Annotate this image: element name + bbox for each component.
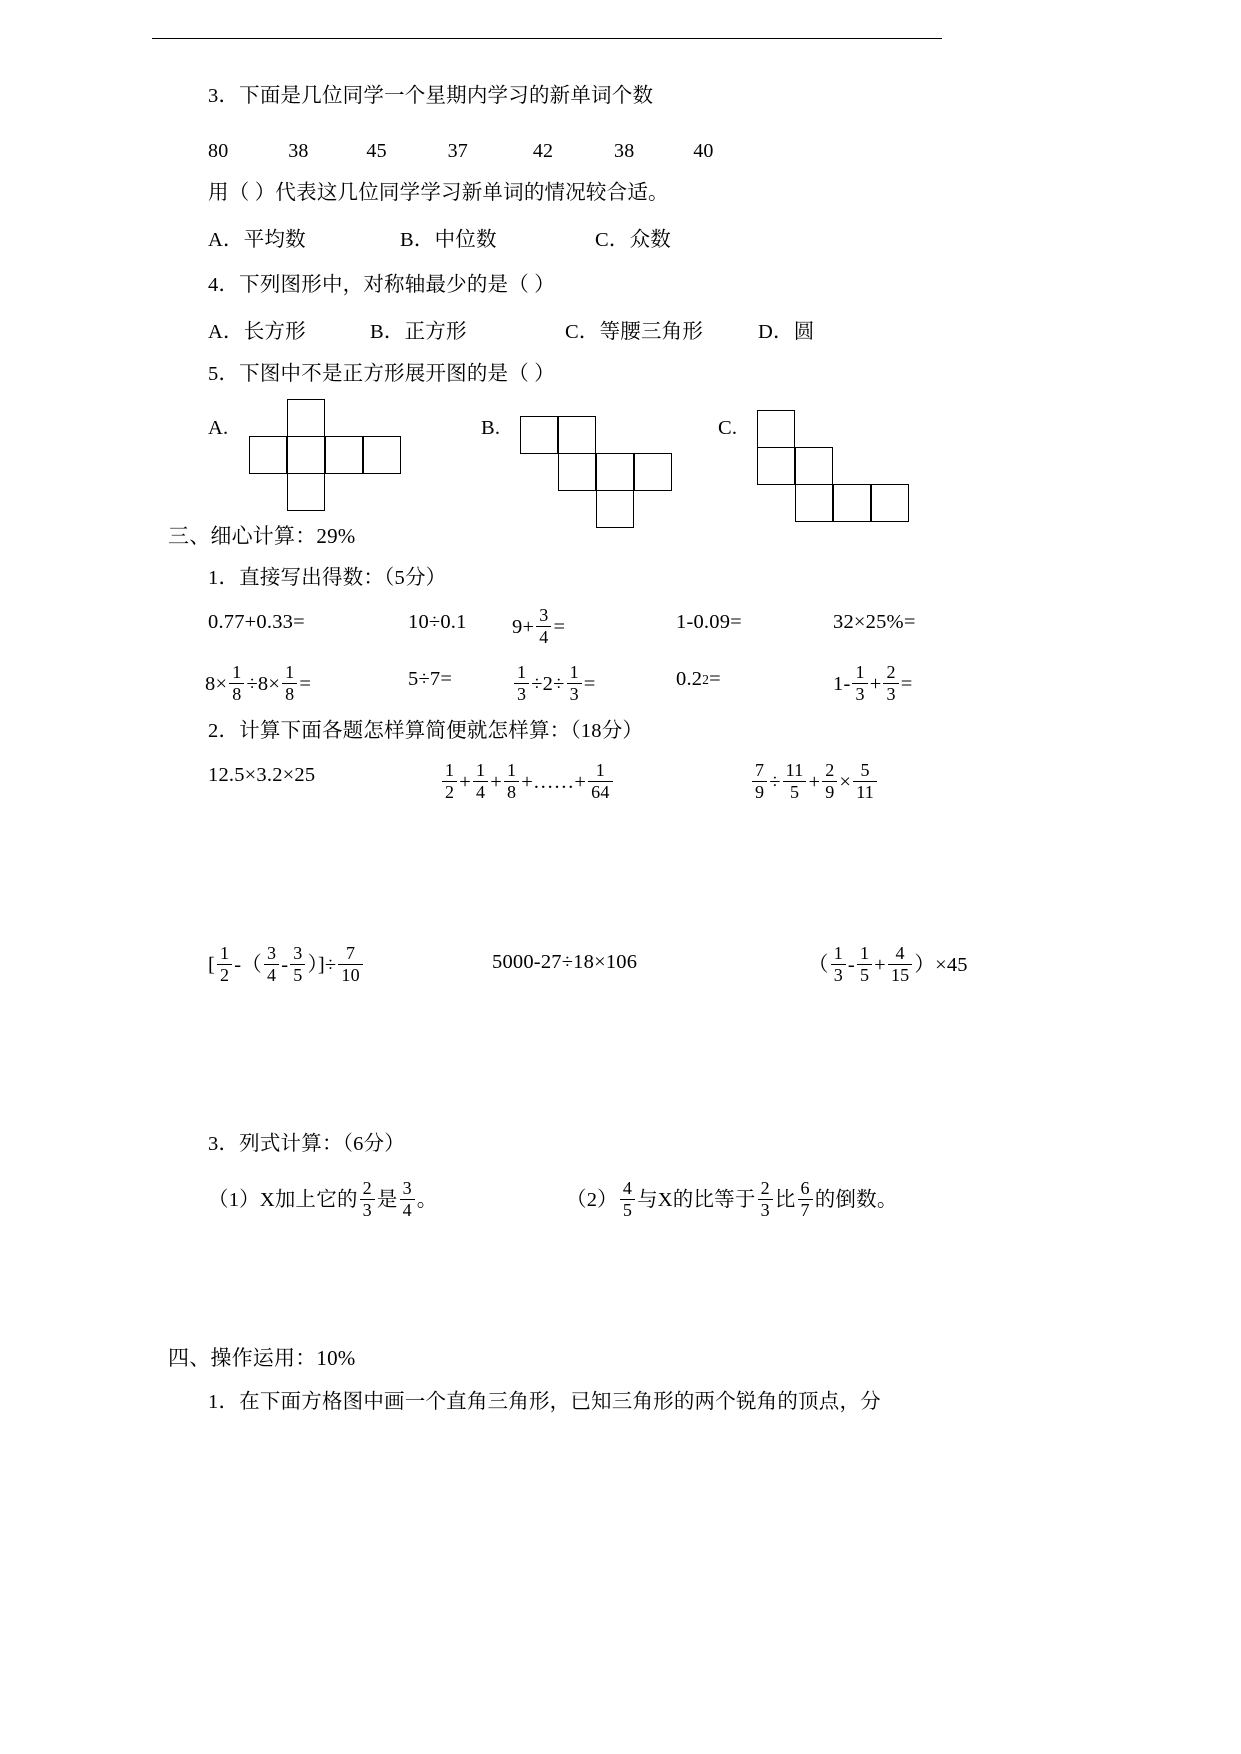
fraction-3-over-4 bbox=[536, 606, 551, 647]
net-c-cell bbox=[795, 447, 833, 485]
fraction-numerator: 3 bbox=[539, 605, 549, 626]
net-c-cell bbox=[757, 447, 795, 485]
fraction-numerator: 3 bbox=[266, 943, 277, 964]
expr-text: + bbox=[869, 673, 882, 696]
expr-text: = bbox=[583, 673, 596, 696]
expr-text: × bbox=[839, 771, 852, 794]
fraction-1-over-4 bbox=[473, 761, 488, 802]
fraction-2-over-3 bbox=[883, 663, 898, 704]
fraction-numerator: 1 bbox=[220, 943, 230, 964]
fraction-1-over-2 bbox=[217, 944, 232, 985]
fraction-numerator: 6 bbox=[800, 1178, 810, 1199]
fraction-denominator: 9 bbox=[825, 782, 835, 803]
expr-third-minus-fifth-plus-four-fifteenths-times-45 bbox=[808, 945, 968, 986]
expr-text: 0.77+0.33= bbox=[208, 611, 305, 633]
fraction-denominator: 4 bbox=[475, 782, 486, 803]
expr-text: = bbox=[900, 673, 913, 696]
fraction-numerator: 1 bbox=[517, 662, 527, 683]
fraction-5-over-11 bbox=[853, 761, 877, 802]
exponent: 2 bbox=[702, 671, 710, 687]
expr-9-plus-three-quarters bbox=[512, 607, 565, 648]
q3-number: 38 bbox=[288, 140, 309, 162]
fraction-numerator: 3 bbox=[293, 943, 303, 964]
question-4-option-b[interactable]: B．正方形 bbox=[370, 321, 467, 343]
net-c-cell bbox=[871, 484, 909, 522]
expr-text: 是 bbox=[376, 1189, 398, 1212]
fraction-numerator: 4 bbox=[622, 1178, 633, 1199]
fraction-denominator: 8 bbox=[506, 782, 517, 803]
fraction-numerator: 2 bbox=[760, 1178, 770, 1199]
fraction-denominator: 4 bbox=[539, 627, 549, 648]
fraction-1-over-2 bbox=[442, 761, 457, 802]
question-3-option-c[interactable]: C．众数 bbox=[595, 229, 671, 251]
fraction-1-over-64 bbox=[588, 761, 612, 802]
net-a-cell bbox=[325, 436, 363, 474]
fraction-6-over-7 bbox=[798, 1179, 813, 1220]
expr-text: - bbox=[847, 954, 855, 977]
fraction-2-over-9 bbox=[822, 761, 837, 802]
expr-text: +……+ bbox=[521, 771, 587, 794]
fraction-numerator: 3 bbox=[402, 1178, 412, 1199]
fraction-numerator: 1 bbox=[833, 943, 843, 964]
net-a-cell bbox=[287, 473, 325, 511]
net-b-cell bbox=[634, 453, 672, 491]
problem-3-item-1 bbox=[208, 1180, 438, 1221]
fraction-numerator: 4 bbox=[895, 943, 905, 964]
fraction-3-over-4 bbox=[400, 1179, 415, 1220]
expr-text: 0.2 bbox=[676, 668, 703, 690]
fraction-denominator: 3 bbox=[833, 965, 843, 986]
section-3-part-1-title: 1．直接写出得数：（5分） bbox=[208, 567, 447, 589]
fraction-denominator: 4 bbox=[266, 965, 277, 986]
expr-12p5-times-3p2-times-25 bbox=[208, 765, 315, 786]
fraction-denominator: 11 bbox=[856, 782, 874, 803]
expr-text: 9+ bbox=[512, 616, 535, 639]
fraction-denominator: 10 bbox=[341, 965, 360, 986]
fraction-1-over-3 bbox=[852, 663, 867, 704]
net-a-cell bbox=[287, 436, 325, 474]
fraction-denominator: 3 bbox=[362, 1200, 372, 1221]
expr-text: 1- bbox=[833, 673, 851, 696]
expr-text: ）]÷ bbox=[307, 954, 337, 977]
fraction-denominator: 3 bbox=[569, 684, 579, 705]
expr-text: 与X的比等于 bbox=[637, 1189, 756, 1212]
fraction-numerator: 1 bbox=[506, 760, 517, 781]
fraction-numerator: 1 bbox=[475, 760, 486, 781]
expr-third-div-2-div-third bbox=[512, 664, 596, 705]
expr-text: 5000-27÷18×106 bbox=[492, 951, 638, 973]
expr-text: = bbox=[553, 616, 566, 639]
expr-text: = bbox=[709, 668, 721, 690]
fraction-7-over-10 bbox=[338, 944, 362, 985]
fraction-numerator: 1 bbox=[445, 760, 455, 781]
fraction-denominator: 2 bbox=[220, 965, 230, 986]
q3-number: 80 bbox=[208, 140, 229, 162]
net-b-cell bbox=[596, 453, 634, 491]
net-a-cell bbox=[249, 436, 287, 474]
expr-5000-minus-27-div-18-times-106 bbox=[492, 952, 637, 973]
expr-text: = bbox=[299, 673, 312, 696]
fraction-1-over-8 bbox=[504, 761, 519, 802]
expr-text: + bbox=[808, 771, 821, 794]
fraction-numerator: 2 bbox=[362, 1178, 372, 1199]
fraction-3-over-5 bbox=[290, 944, 305, 985]
expr-text: 8× bbox=[205, 673, 228, 696]
fraction-denominator: 5 bbox=[859, 965, 870, 986]
net-a-cell bbox=[287, 399, 325, 437]
fraction-3-over-4 bbox=[264, 944, 279, 985]
fraction-denominator: 3 bbox=[760, 1200, 770, 1221]
fraction-denominator: 7 bbox=[800, 1200, 810, 1221]
fraction-denominator: 2 bbox=[445, 782, 455, 803]
fraction-1-over-8 bbox=[229, 663, 244, 704]
fraction-4-over-15 bbox=[888, 944, 912, 985]
question-5-option-c-label[interactable]: C. bbox=[718, 417, 738, 439]
expr-1-minus-0p09 bbox=[676, 612, 742, 633]
question-4-option-d[interactable]: D．圆 bbox=[758, 321, 815, 343]
expr-text: 5÷7= bbox=[408, 668, 453, 690]
section-3-part-2-title: 2．计算下面各题怎样算简便就怎样算：（18分） bbox=[208, 720, 644, 742]
fraction-denominator: 8 bbox=[232, 684, 242, 705]
expr-text: ）×45 bbox=[914, 954, 968, 977]
cube-net-option-b[interactable] bbox=[520, 416, 695, 531]
fraction-denominator: 64 bbox=[591, 782, 610, 803]
expr-text: （ bbox=[808, 954, 829, 977]
expr-5-div-7 bbox=[408, 669, 452, 690]
net-c-cell bbox=[757, 410, 795, 448]
net-b-cell bbox=[558, 416, 596, 454]
question-5-option-b-label[interactable]: B. bbox=[481, 417, 501, 439]
fraction-numerator: 1 bbox=[232, 662, 242, 683]
fraction-denominator: 5 bbox=[789, 782, 800, 803]
expr-text: 12.5×3.2×25 bbox=[208, 764, 316, 786]
header-divider bbox=[152, 38, 942, 39]
q3-number: 42 bbox=[532, 140, 554, 162]
fraction-denominator: 15 bbox=[890, 965, 910, 986]
q3-number: 45 bbox=[366, 140, 387, 162]
expr-0p77-plus-0p33 bbox=[208, 612, 305, 633]
fraction-denominator: 3 bbox=[855, 684, 865, 705]
section-4-heading: 四、操作运用：10% bbox=[168, 1346, 356, 1370]
fraction-denominator: 3 bbox=[886, 684, 896, 705]
expr-0p2-squared bbox=[676, 669, 721, 690]
fraction-numerator: 5 bbox=[860, 760, 870, 781]
fraction-denominator: 8 bbox=[285, 684, 295, 705]
fraction-numerator: 11 bbox=[785, 760, 804, 781]
question-4-prompt: 4．下列图形中，对称轴最少的是（ ） bbox=[208, 274, 555, 296]
expr-text: [ bbox=[208, 954, 216, 977]
expr-text: （1）X加上它的 bbox=[208, 1189, 358, 1212]
question-3-prompt: 3．下面是几位同学一个星期内学习的新单词个数 bbox=[208, 85, 654, 107]
fraction-1-over-5 bbox=[857, 944, 872, 985]
expr-text: （2） bbox=[566, 1189, 618, 1212]
question-4-option-c[interactable]: C．等腰三角形 bbox=[565, 321, 704, 343]
section-4-item-1: 1．在下面方格图中画一个直角三角形，已知三角形的两个锐角的顶点，分 bbox=[208, 1391, 881, 1413]
expr-text: 比 bbox=[774, 1189, 796, 1212]
expr-text: ÷8× bbox=[246, 673, 281, 696]
expr-text: 的倒数。 bbox=[814, 1189, 898, 1212]
expr-seven-ninths-div-eleven-fifths bbox=[750, 762, 879, 803]
q3-number: 37 bbox=[447, 140, 469, 162]
question-5-prompt: 5．下图中不是正方形展开图的是（ ） bbox=[208, 363, 555, 385]
section-3-heading: 三、细心计算：29% bbox=[168, 524, 356, 548]
net-b-cell bbox=[596, 490, 634, 528]
question-3-subprompt: 用（ ）代表这几位同学学习新单词的情况较合适。 bbox=[208, 182, 669, 204]
expr-geometric-fraction-sum bbox=[440, 762, 615, 803]
problem-3-item-2 bbox=[566, 1180, 898, 1221]
expr-text: 1-0.09= bbox=[676, 611, 742, 633]
expr-text: + bbox=[874, 954, 886, 977]
fraction-numerator: 7 bbox=[755, 760, 765, 781]
q3-number: 38 bbox=[614, 140, 635, 162]
fraction-numerator: 1 bbox=[285, 662, 295, 683]
fraction-2-over-3 bbox=[758, 1179, 773, 1220]
cube-net-option-c[interactable] bbox=[757, 410, 937, 525]
net-c-cell bbox=[833, 484, 871, 522]
fraction-1-over-8 bbox=[282, 663, 297, 704]
fraction-1-over-3 bbox=[567, 663, 582, 704]
fraction-numerator: 1 bbox=[859, 943, 870, 964]
fraction-1-over-3 bbox=[514, 663, 529, 704]
expr-text: ÷2÷ bbox=[531, 673, 565, 696]
fraction-numerator: 7 bbox=[346, 943, 356, 964]
fraction-denominator: 5 bbox=[293, 965, 303, 986]
fraction-numerator: 2 bbox=[886, 662, 896, 683]
fraction-denominator: 5 bbox=[622, 1200, 633, 1221]
question-3-numbers bbox=[208, 141, 714, 161]
expr-text: - bbox=[281, 954, 289, 977]
fraction-4-over-5 bbox=[620, 1179, 635, 1220]
net-b-cell bbox=[520, 416, 558, 454]
expr-8-times-eighth-div-8-times-eighth bbox=[205, 664, 311, 705]
expr-text: + bbox=[459, 771, 471, 794]
fraction-numerator: 1 bbox=[569, 662, 579, 683]
expr-text: -（ bbox=[234, 954, 262, 977]
fraction-7-over-9 bbox=[752, 761, 767, 802]
question-3-option-b[interactable]: B．中位数 bbox=[400, 229, 497, 251]
net-c-cell bbox=[795, 484, 833, 522]
fraction-11-over-5 bbox=[783, 761, 807, 802]
fraction-2-over-3 bbox=[360, 1179, 375, 1220]
fraction-denominator: 4 bbox=[402, 1200, 412, 1221]
fraction-1-over-3 bbox=[831, 944, 846, 985]
section-3-part-3-title: 3．列式计算：（6分） bbox=[208, 1133, 405, 1155]
expr-text: 32×25%= bbox=[833, 611, 916, 633]
expr-text: 。 bbox=[416, 1189, 438, 1212]
expr-text: + bbox=[490, 771, 502, 794]
question-3-option-a[interactable]: A．平均数 bbox=[208, 229, 306, 251]
cube-net-option-a[interactable] bbox=[249, 399, 419, 514]
net-a-cell bbox=[363, 436, 401, 474]
fraction-denominator: 3 bbox=[517, 684, 527, 705]
expr-1-minus-third-plus-two-thirds bbox=[833, 664, 912, 705]
net-b-cell bbox=[558, 453, 596, 491]
expr-text: 10÷0.1 bbox=[408, 611, 467, 633]
question-4-option-a[interactable]: A．长方形 bbox=[208, 321, 306, 343]
expr-10-div-0p1 bbox=[408, 612, 467, 633]
expr-32-times-25pct bbox=[833, 612, 916, 633]
expr-bracket-half-minus-group-div-seven-tenths bbox=[208, 945, 365, 986]
question-5-option-a-label[interactable]: A. bbox=[208, 417, 229, 439]
q3-number: 40 bbox=[693, 140, 714, 162]
expr-text: ÷ bbox=[769, 771, 781, 794]
fraction-numerator: 2 bbox=[825, 760, 835, 781]
fraction-numerator: 1 bbox=[855, 662, 865, 683]
fraction-denominator: 9 bbox=[755, 782, 765, 803]
fraction-numerator: 1 bbox=[595, 760, 605, 781]
